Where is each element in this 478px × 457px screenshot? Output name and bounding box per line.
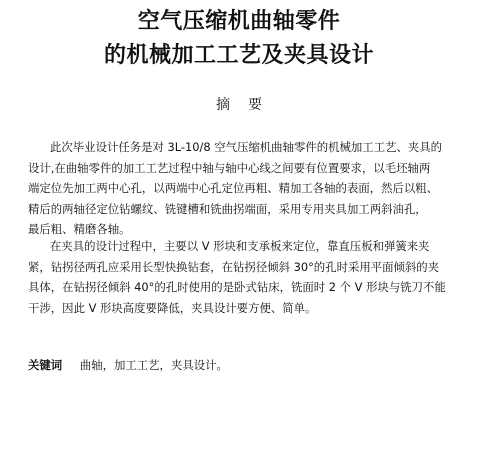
paragraph-line: 干涉，因此 V 形块高度要降低，夹具设计要方便、简单。 bbox=[28, 300, 317, 315]
paragraph-line: 端定位先加工两中心孔，以两端中心孔定位再粗、精加工各轴的表面，然后以粗、 bbox=[28, 181, 439, 195]
keywords-text: 曲轴，加工工艺，夹具设计。 bbox=[79, 358, 228, 372]
paragraph-line: 具体，在钻拐径倾斜 40°的孔时使用的是卧式钻床，铣面时 2 个 V 形块与铣刀不能 bbox=[28, 280, 446, 294]
paragraph-line: 此次毕业设计任务是对 3L-10/8 空气压缩机曲轴零件的机械加工工艺、夹具的 bbox=[50, 140, 443, 154]
abstract-heading: 摘要 bbox=[216, 97, 280, 113]
abstract-paragraph-2 bbox=[28, 236, 460, 318]
paragraph-line: 设计,在曲轴零件的加工工艺过程中轴与轴中心线之间要有位置要求，以毛坯轴两 bbox=[28, 160, 431, 175]
keywords-row bbox=[28, 357, 228, 373]
paragraph-line: 最后粗、精磨各轴。 bbox=[28, 222, 131, 236]
paragraph-line: 紧，钻拐径两孔应采用长型快换钻套，在钻拐径倾斜 30°的孔时采用平面倾斜的夹 bbox=[28, 259, 440, 274]
abstract-paragraph-1 bbox=[28, 137, 460, 240]
paragraph-line: 精后的两轴径定位钻螺纹、铣键槽和铣曲拐端面，采用专用夹具加工两斜油孔， bbox=[28, 201, 427, 216]
document-title-line-2: 的机械加工工艺及夹具设计 bbox=[103, 42, 374, 68]
document-title-line-1: 空气压缩机曲轴零件 bbox=[137, 8, 341, 34]
paragraph-line: 在夹具的设计过程中，主要以 V 形块和支承板来定位，靠直压板和弹簧来夹 bbox=[50, 239, 430, 253]
keywords-label: 关键词 bbox=[28, 358, 63, 372]
